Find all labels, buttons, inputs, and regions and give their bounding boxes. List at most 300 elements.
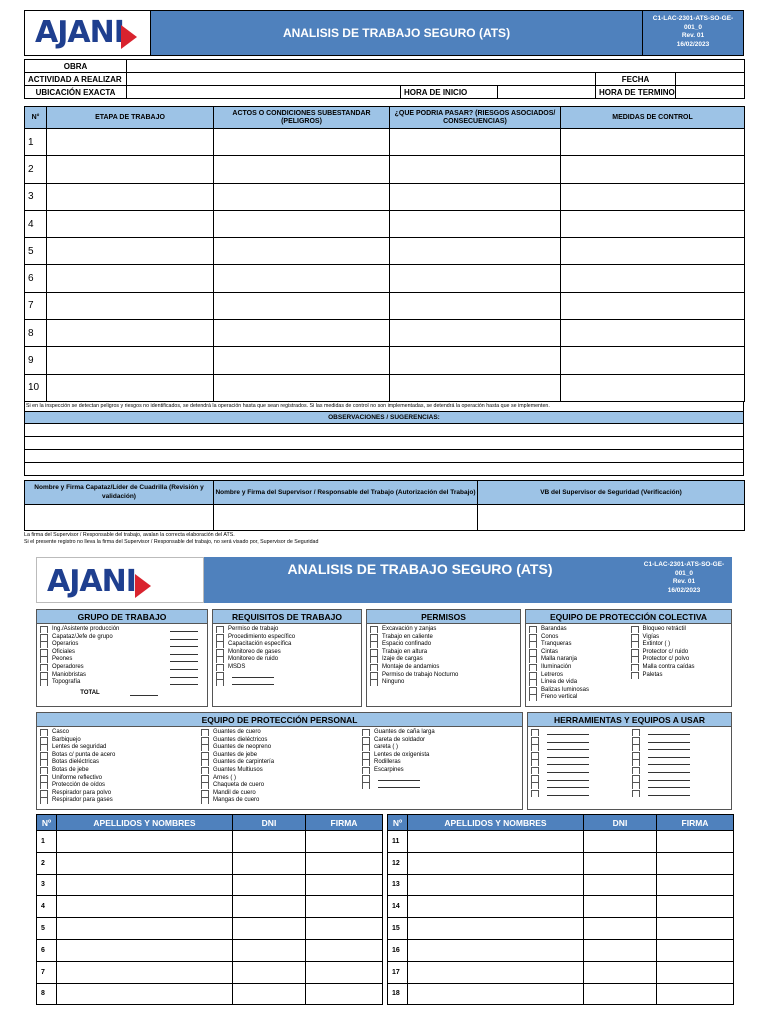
total-field[interactable] (130, 690, 158, 696)
epp-box (36, 712, 523, 810)
hora-termino-field[interactable] (676, 86, 745, 99)
firma-cell[interactable] (306, 831, 383, 853)
checkbox[interactable] (216, 641, 224, 648)
sig-field-supervisor[interactable] (214, 504, 478, 530)
nombres-cell[interactable] (408, 939, 584, 961)
blank-field[interactable] (648, 737, 690, 743)
nombres-cell[interactable] (57, 983, 233, 1005)
checklist-label: Mandil de cuero (213, 789, 256, 796)
medidas-cell[interactable] (561, 347, 745, 374)
row-number: 4 (25, 210, 47, 237)
checkbox[interactable] (216, 679, 224, 686)
quantity-field[interactable] (170, 649, 198, 655)
ubicacion-field[interactable] (127, 86, 401, 99)
checkbox[interactable] (370, 679, 378, 686)
checklist-label: Línea de vida (541, 679, 578, 686)
quantity-field[interactable] (170, 634, 198, 640)
medidas-cell[interactable] (561, 183, 745, 210)
checklist-label: Barbiquejo (52, 736, 81, 743)
nombres-cell[interactable] (57, 896, 233, 918)
riesgos-cell[interactable] (390, 156, 561, 183)
checklist-item (201, 744, 358, 752)
footer-note (24, 532, 744, 546)
checkbox[interactable] (201, 737, 209, 744)
blank-item (632, 737, 729, 745)
checkbox[interactable] (40, 752, 48, 759)
blank-field[interactable] (547, 744, 589, 750)
riesgos-cell[interactable] (390, 374, 561, 401)
firma-cell[interactable] (306, 852, 383, 874)
checklist-label: Permiso de trabajo (228, 626, 279, 632)
checklist-label: Careta de soldador (374, 736, 426, 743)
blank-item (632, 767, 729, 775)
blank-field[interactable] (547, 775, 589, 781)
checkbox[interactable] (40, 656, 48, 663)
quantity-field[interactable] (170, 656, 198, 662)
row-number: 2 (37, 852, 57, 874)
medidas-cell[interactable] (561, 292, 745, 319)
medidas-cell[interactable] (561, 238, 745, 265)
checkbox[interactable] (362, 729, 370, 736)
blank-field[interactable] (547, 782, 589, 788)
epp-sections (36, 712, 732, 810)
medidas-cell[interactable] (561, 265, 745, 292)
row-number: 8 (37, 983, 57, 1005)
checklist-item (529, 649, 627, 657)
nombres-cell[interactable] (57, 939, 233, 961)
riesgos-cell[interactable] (390, 183, 561, 210)
peligros-cell[interactable] (214, 156, 390, 183)
peligros-cell[interactable] (214, 374, 390, 401)
firma-cell[interactable] (306, 918, 383, 940)
checklist-item (362, 737, 519, 745)
checkbox[interactable] (529, 664, 537, 671)
firma-cell[interactable] (657, 918, 734, 940)
checkbox[interactable] (370, 656, 378, 663)
dni-cell[interactable] (584, 896, 657, 918)
checkbox[interactable] (632, 759, 640, 766)
row-number: 12 (388, 852, 408, 874)
checklist-item (201, 790, 358, 798)
medidas-cell[interactable] (561, 156, 745, 183)
actividad-field[interactable] (127, 73, 596, 86)
checkbox[interactable] (529, 679, 537, 686)
sig-field-capataz[interactable] (25, 504, 214, 530)
checklist-item (40, 656, 204, 664)
checkbox[interactable] (201, 775, 209, 782)
checklist-label: Monitoreo de gases (228, 648, 281, 655)
checklist-item (40, 626, 204, 634)
col-header-number: N° (25, 107, 47, 129)
checkbox[interactable] (370, 664, 378, 671)
blank-field[interactable] (547, 767, 589, 773)
table-row (388, 939, 734, 961)
sig-header-capataz: Nombre y Firma Capataz/Líder de Cuadrilla (Revisión y validación) (25, 480, 214, 504)
sig-field-seguridad[interactable] (478, 504, 745, 530)
blank-field[interactable] (648, 744, 690, 750)
table-row (37, 961, 383, 983)
checkbox[interactable] (201, 797, 209, 804)
etapa-cell[interactable] (47, 292, 214, 319)
checkbox[interactable] (531, 775, 539, 782)
document-code (636, 557, 732, 603)
dni-cell[interactable] (584, 961, 657, 983)
nombres-cell[interactable] (57, 961, 233, 983)
checkbox[interactable] (531, 767, 539, 774)
nombres-cell[interactable] (57, 874, 233, 896)
etapa-cell[interactable] (47, 210, 214, 237)
nombres-cell[interactable] (57, 831, 233, 853)
peligros-cell[interactable] (214, 347, 390, 374)
dni-cell[interactable] (233, 939, 306, 961)
observaciones-line[interactable] (24, 450, 744, 463)
peligros-cell[interactable] (214, 183, 390, 210)
quantity-field[interactable] (170, 626, 198, 632)
checkbox[interactable] (40, 729, 48, 736)
checkbox[interactable] (40, 626, 48, 633)
dni-cell[interactable] (233, 918, 306, 940)
etapa-cell[interactable] (47, 374, 214, 401)
sig-header-seguridad: VB del Supervisor de Seguridad (Verificación) (478, 480, 745, 504)
company-logo (25, 11, 151, 55)
checkbox[interactable] (631, 626, 639, 633)
dni-cell[interactable] (584, 983, 657, 1005)
checkbox[interactable] (529, 672, 537, 679)
checklist-label: Operadores (52, 663, 84, 670)
form-title: ANALISIS DE TRABAJO SEGURO (ATS) (204, 557, 636, 603)
checkbox[interactable] (631, 641, 639, 648)
checklist-label: Guantes dieléctricos (213, 736, 268, 743)
nombres-cell[interactable] (408, 983, 584, 1005)
checkbox[interactable] (531, 790, 539, 797)
checkbox[interactable] (40, 759, 48, 766)
checkbox[interactable] (362, 775, 370, 782)
checkbox[interactable] (529, 626, 537, 633)
checkbox[interactable] (40, 767, 48, 774)
checkbox[interactable] (529, 641, 537, 648)
checkbox[interactable] (531, 782, 539, 789)
nombres-cell[interactable] (408, 918, 584, 940)
reg-header-nombres: APELLIDOS Y NOMBRES (57, 815, 233, 831)
checkbox[interactable] (529, 634, 537, 641)
dni-cell[interactable] (233, 961, 306, 983)
blank-item (531, 752, 628, 760)
checkbox[interactable] (632, 737, 640, 744)
checkbox[interactable] (370, 672, 378, 679)
checkbox[interactable] (40, 664, 48, 671)
riesgos-cell[interactable] (390, 265, 561, 292)
firma-cell[interactable] (306, 896, 383, 918)
checkbox[interactable] (201, 767, 209, 774)
table-row (388, 918, 734, 940)
blank-field[interactable] (648, 729, 690, 735)
nombres-cell[interactable] (408, 831, 584, 853)
checkbox[interactable] (531, 752, 539, 759)
checklist-label: Cintas (541, 648, 559, 655)
checkbox[interactable] (216, 634, 224, 641)
row-number: 15 (388, 918, 408, 940)
riesgos-cell[interactable] (390, 210, 561, 237)
nombres-cell[interactable] (408, 852, 584, 874)
medidas-cell[interactable] (561, 320, 745, 347)
firma-cell[interactable] (657, 961, 734, 983)
checkbox[interactable] (40, 641, 48, 648)
checkbox[interactable] (632, 729, 640, 736)
reg-header-number: Nº (37, 815, 57, 831)
checkbox[interactable] (631, 672, 639, 679)
firma-cell[interactable] (306, 961, 383, 983)
checkbox[interactable] (362, 767, 370, 774)
checkbox[interactable] (632, 775, 640, 782)
quantity-field[interactable] (170, 679, 198, 685)
checkbox[interactable] (362, 752, 370, 759)
dni-cell[interactable] (233, 983, 306, 1005)
observaciones-line[interactable] (24, 463, 744, 476)
blank-item (216, 679, 358, 687)
code-line: 001_0 (674, 569, 694, 577)
blank-field[interactable] (648, 775, 690, 781)
etapa-cell[interactable] (47, 129, 214, 156)
checkbox[interactable] (40, 672, 48, 679)
peligros-cell[interactable] (214, 210, 390, 237)
checkbox[interactable] (531, 759, 539, 766)
checkbox[interactable] (531, 729, 539, 736)
checkbox[interactable] (40, 737, 48, 744)
blank-field[interactable] (547, 790, 589, 796)
table-row (25, 374, 745, 401)
checkbox[interactable] (370, 641, 378, 648)
blank-field[interactable] (547, 737, 589, 743)
dni-cell[interactable] (233, 874, 306, 896)
checklist-label: Chaqueta de cuero (213, 782, 265, 789)
checkbox[interactable] (531, 737, 539, 744)
checkbox[interactable] (201, 729, 209, 736)
table-row (388, 896, 734, 918)
quantity-field[interactable] (170, 641, 198, 647)
checklist-item (529, 664, 627, 672)
checkbox[interactable] (201, 782, 209, 789)
checkbox[interactable] (631, 664, 639, 671)
checkbox[interactable] (40, 744, 48, 751)
checkbox[interactable] (632, 782, 640, 789)
fecha-field[interactable] (676, 73, 745, 86)
etapa-cell[interactable] (47, 320, 214, 347)
checklist-item (362, 752, 519, 760)
riesgos-cell[interactable] (390, 238, 561, 265)
nombres-cell[interactable] (57, 852, 233, 874)
checkbox[interactable] (529, 649, 537, 656)
nombres-cell[interactable] (408, 896, 584, 918)
checkbox[interactable] (201, 752, 209, 759)
checkbox[interactable] (362, 737, 370, 744)
checkbox[interactable] (370, 634, 378, 641)
firma-cell[interactable] (306, 874, 383, 896)
firma-cell[interactable] (657, 852, 734, 874)
dni-cell[interactable] (233, 831, 306, 853)
dni-cell[interactable] (233, 896, 306, 918)
permisos-box (366, 609, 521, 707)
peligros-cell[interactable] (214, 238, 390, 265)
blank-item (632, 744, 729, 752)
herramientas-box (527, 712, 732, 810)
firma-cell[interactable] (306, 939, 383, 961)
checklist-item (370, 626, 517, 634)
nombres-cell[interactable] (57, 918, 233, 940)
checkbox[interactable] (201, 759, 209, 766)
blank-field[interactable] (232, 672, 274, 678)
checklist-label: Topografía (52, 679, 81, 686)
checkbox[interactable] (632, 767, 640, 774)
etapa-cell[interactable] (47, 238, 214, 265)
checkbox[interactable] (40, 634, 48, 641)
observaciones-line[interactable] (24, 424, 744, 437)
checklist-label: Protector c/ ruido (642, 648, 689, 655)
blank-field[interactable] (378, 782, 420, 788)
col-header-etapa: ETAPA DE TRABAJO (47, 107, 214, 129)
blank-field[interactable] (547, 759, 589, 765)
checkbox[interactable] (529, 687, 537, 694)
checklist-label: Botas de jebe (52, 766, 89, 773)
code-line: 001_0 (683, 23, 703, 31)
checkbox[interactable] (370, 649, 378, 656)
checkbox[interactable] (40, 790, 48, 797)
dni-cell[interactable] (584, 852, 657, 874)
checkbox[interactable] (40, 782, 48, 789)
etapa-cell[interactable] (47, 156, 214, 183)
medidas-cell[interactable] (561, 210, 745, 237)
checkbox[interactable] (201, 790, 209, 797)
nombres-cell[interactable] (408, 874, 584, 896)
riesgos-cell[interactable] (390, 347, 561, 374)
checkbox[interactable] (40, 775, 48, 782)
riesgos-cell[interactable] (390, 129, 561, 156)
peligros-cell[interactable] (214, 265, 390, 292)
blank-field[interactable] (232, 679, 274, 685)
obra-field[interactable] (127, 60, 745, 73)
checkbox[interactable] (631, 649, 639, 656)
quantity-field[interactable] (170, 664, 198, 670)
firma-cell[interactable] (657, 831, 734, 853)
firma-cell[interactable] (657, 896, 734, 918)
blank-field[interactable] (648, 759, 690, 765)
peligros-cell[interactable] (214, 320, 390, 347)
checkbox[interactable] (631, 634, 639, 641)
logo-arrow-icon (121, 25, 137, 49)
checklist-item (631, 649, 729, 657)
blank-field[interactable] (648, 767, 690, 773)
table-row (388, 874, 734, 896)
blank-item (531, 737, 628, 745)
checklist-item (40, 729, 197, 737)
checklist-item (40, 782, 197, 790)
medidas-cell[interactable] (561, 129, 745, 156)
observaciones-header: OBSERVACIONES / SUGERENCIAS: (24, 412, 744, 424)
blank-field[interactable] (547, 752, 589, 758)
peligros-cell[interactable] (214, 292, 390, 319)
checklist-item (529, 626, 627, 634)
peligros-cell[interactable] (214, 129, 390, 156)
table-row (388, 983, 734, 1005)
blank-field[interactable] (648, 790, 690, 796)
table-row (37, 918, 383, 940)
table-row (388, 831, 734, 853)
checkbox[interactable] (201, 744, 209, 751)
checklist-label: Montaje de andamios (382, 663, 440, 670)
checkbox[interactable] (370, 626, 378, 633)
checkbox[interactable] (632, 752, 640, 759)
checkbox[interactable] (529, 656, 537, 663)
blank-item (362, 782, 519, 790)
checklist-item (370, 649, 517, 657)
checkbox[interactable] (216, 672, 224, 679)
riesgos-cell[interactable] (390, 320, 561, 347)
observaciones-line[interactable] (24, 437, 744, 450)
etapa-cell[interactable] (47, 183, 214, 210)
checkbox[interactable] (632, 744, 640, 751)
blank-field[interactable] (648, 752, 690, 758)
firma-cell[interactable] (306, 983, 383, 1005)
quantity-field[interactable] (170, 672, 198, 678)
dni-cell[interactable] (584, 939, 657, 961)
hora-inicio-label: HORA DE INICIO (401, 86, 498, 99)
obra-label: OBRA (25, 60, 127, 73)
hora-inicio-field[interactable] (498, 86, 596, 99)
registro-table-left (36, 814, 383, 1005)
checkbox[interactable] (362, 782, 370, 789)
checklist-item (216, 664, 358, 672)
checklist-label: Uniforme reflectivo (52, 774, 103, 781)
table-row (388, 961, 734, 983)
checklist-label: Peones (52, 656, 73, 663)
checkbox[interactable] (362, 759, 370, 766)
checkbox[interactable] (40, 797, 48, 804)
blank-field[interactable] (648, 782, 690, 788)
row-number: 13 (388, 874, 408, 896)
firma-cell[interactable] (657, 874, 734, 896)
checkbox[interactable] (631, 656, 639, 663)
riesgos-cell[interactable] (390, 292, 561, 319)
revision-date: 16/02/2023 (676, 40, 710, 48)
firma-cell[interactable] (657, 939, 734, 961)
firma-cell[interactable] (657, 983, 734, 1005)
dni-cell[interactable] (584, 874, 657, 896)
table-row (25, 265, 745, 292)
checkbox[interactable] (40, 679, 48, 686)
dni-cell[interactable] (584, 918, 657, 940)
etapa-cell[interactable] (47, 347, 214, 374)
checkbox[interactable] (529, 694, 537, 701)
blank-field[interactable] (378, 775, 420, 781)
form-title: ANALISIS DE TRABAJO SEGURO (ATS) (151, 11, 643, 55)
medidas-cell[interactable] (561, 374, 745, 401)
checkbox[interactable] (531, 744, 539, 751)
checkbox[interactable] (216, 656, 224, 663)
dni-cell[interactable] (584, 831, 657, 853)
checkbox[interactable] (216, 664, 224, 671)
nombres-cell[interactable] (408, 961, 584, 983)
checklist-label: Letreros (541, 671, 564, 678)
checklist-label: Ing./Asistente producción (52, 626, 120, 632)
dni-cell[interactable] (233, 852, 306, 874)
checkbox[interactable] (362, 744, 370, 751)
checkbox[interactable] (40, 649, 48, 656)
checkbox[interactable] (216, 649, 224, 656)
checklist-label: Mangas de cuero (213, 797, 260, 804)
checkbox[interactable] (632, 790, 640, 797)
checkbox[interactable] (216, 626, 224, 633)
blank-field[interactable] (547, 729, 589, 735)
etapa-cell[interactable] (47, 265, 214, 292)
